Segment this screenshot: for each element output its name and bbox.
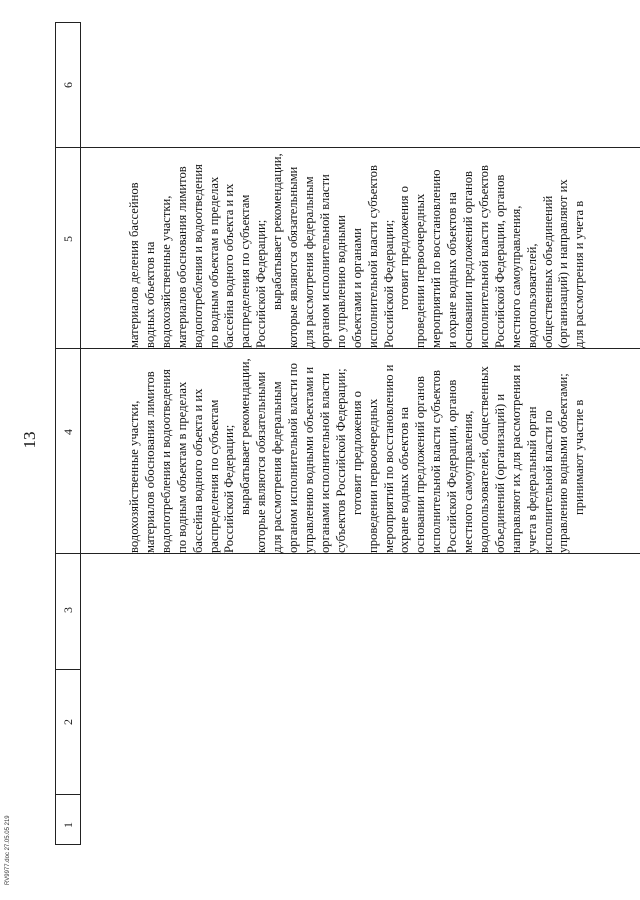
table-header-divider bbox=[80, 22, 81, 845]
text-line: мероприятий по восстановлению bbox=[429, 169, 444, 348]
column-5-text bbox=[127, 147, 588, 348]
text-line: объектами и органами bbox=[349, 228, 364, 348]
column-header-1: 1 bbox=[61, 822, 75, 828]
text-line: водных объектов на bbox=[142, 241, 157, 348]
text-line: для рассмотрения федеральным bbox=[301, 176, 316, 348]
text-line: готовит предложения о bbox=[349, 391, 364, 515]
text-line: учета в федеральный орган bbox=[524, 406, 539, 553]
text-line: проведении первоочередных bbox=[365, 398, 380, 553]
text-line: водохозяйственные участки, bbox=[127, 400, 141, 553]
text-line: местного самоуправления, bbox=[461, 410, 476, 553]
text-line: охране водных объектов на bbox=[397, 407, 412, 553]
text-line: по водным объектам в пределах bbox=[206, 176, 221, 348]
column-header-4: 4 bbox=[61, 429, 75, 435]
text-line: принимают участие в bbox=[572, 399, 587, 515]
text-line: Российской Федерации, органов bbox=[445, 379, 460, 553]
text-line: Российской Федерации, органов bbox=[492, 174, 507, 348]
text-line: управлению водными объектами; bbox=[556, 373, 571, 553]
column-header-3: 3 bbox=[61, 607, 75, 613]
text-line: органом исполнительной власти bbox=[317, 174, 332, 348]
text-line: исполнительной власти субъектов bbox=[365, 165, 380, 348]
text-line: материалов обоснования лимитов bbox=[174, 166, 189, 348]
text-line: исполнительной власти субъектов bbox=[476, 165, 491, 348]
text-line: материалов обоснования лимитов bbox=[142, 371, 157, 553]
text-line: основании предложений органов bbox=[413, 376, 428, 553]
text-line: для рассмотрения федеральным bbox=[270, 381, 285, 553]
column-divider-2 bbox=[55, 669, 80, 670]
text-line: и охране водных объектов на bbox=[445, 192, 460, 348]
text-line: которые являются обязательными bbox=[254, 371, 269, 553]
text-line: местного самоуправления, bbox=[508, 205, 523, 348]
text-line: материалов деления бассейнов bbox=[127, 182, 141, 348]
page-number: 13 bbox=[20, 431, 39, 449]
text-line: вырабатывает рекомендации, bbox=[238, 358, 253, 515]
text-line: водопользователей, общественных bbox=[476, 366, 491, 553]
text-line: водопользователей, bbox=[524, 243, 539, 348]
column-4-text bbox=[127, 348, 588, 553]
text-line: бассейна водного объекта и их bbox=[190, 388, 205, 553]
text-line: проведении первоочередных bbox=[413, 193, 428, 348]
table-right-border bbox=[55, 22, 80, 23]
text-line: исполнительной власти по bbox=[540, 410, 555, 553]
text-line: основании предложений органов bbox=[461, 171, 476, 348]
text-line: по управлению водными bbox=[333, 215, 348, 348]
text-line: распределения по субъектам bbox=[206, 399, 221, 553]
column-header-6: 6 bbox=[61, 82, 75, 88]
text-line: водохозяйственные участки, bbox=[158, 195, 173, 348]
text-line: органом исполнительной власти по bbox=[286, 363, 301, 553]
text-line: бассейна водного объекта и их bbox=[222, 183, 237, 348]
text-line: объединений (организаций) и bbox=[492, 393, 507, 553]
column-header-2: 2 bbox=[61, 719, 75, 725]
text-line: по водным объектам в пределах bbox=[174, 381, 189, 553]
table-top-border bbox=[55, 22, 56, 845]
text-line: Российской Федерации; bbox=[254, 219, 269, 348]
text-line: исполнительной власти субъектов bbox=[429, 370, 444, 553]
footer-file-code: RV9977.doc 27.05.05 219 bbox=[5, 815, 11, 885]
text-line: мероприятий по восстановлению и bbox=[381, 364, 396, 553]
text-line: распределения по субъектам bbox=[238, 194, 253, 348]
text-line: направляют их для рассмотрения и bbox=[508, 364, 523, 553]
text-line: Российской Федерации; bbox=[222, 424, 237, 553]
text-line: (организаций) и направляют их bbox=[556, 179, 571, 348]
text-line: готовит предложения о bbox=[397, 186, 412, 310]
text-line: для рассмотрения и учета в bbox=[572, 200, 587, 348]
text-line: водопотребления и водоотведения bbox=[190, 164, 205, 348]
column-divider-1 bbox=[55, 794, 80, 795]
text-line: Российской Федерации; bbox=[381, 219, 396, 348]
text-line: общественных объединений bbox=[540, 195, 555, 348]
text-line: управлению водными объектами и bbox=[301, 366, 316, 553]
text-line: которые являются обязательными bbox=[286, 166, 301, 348]
text-line: водопотребления и водоотведения bbox=[158, 369, 173, 553]
text-line: вырабатывает рекомендации, bbox=[270, 153, 285, 310]
table-left-border bbox=[55, 844, 80, 845]
text-line: органами исполнительной власти bbox=[317, 372, 332, 553]
text-line: субъектов Российской Федерации; bbox=[333, 368, 348, 553]
column-header-5: 5 bbox=[61, 236, 75, 242]
